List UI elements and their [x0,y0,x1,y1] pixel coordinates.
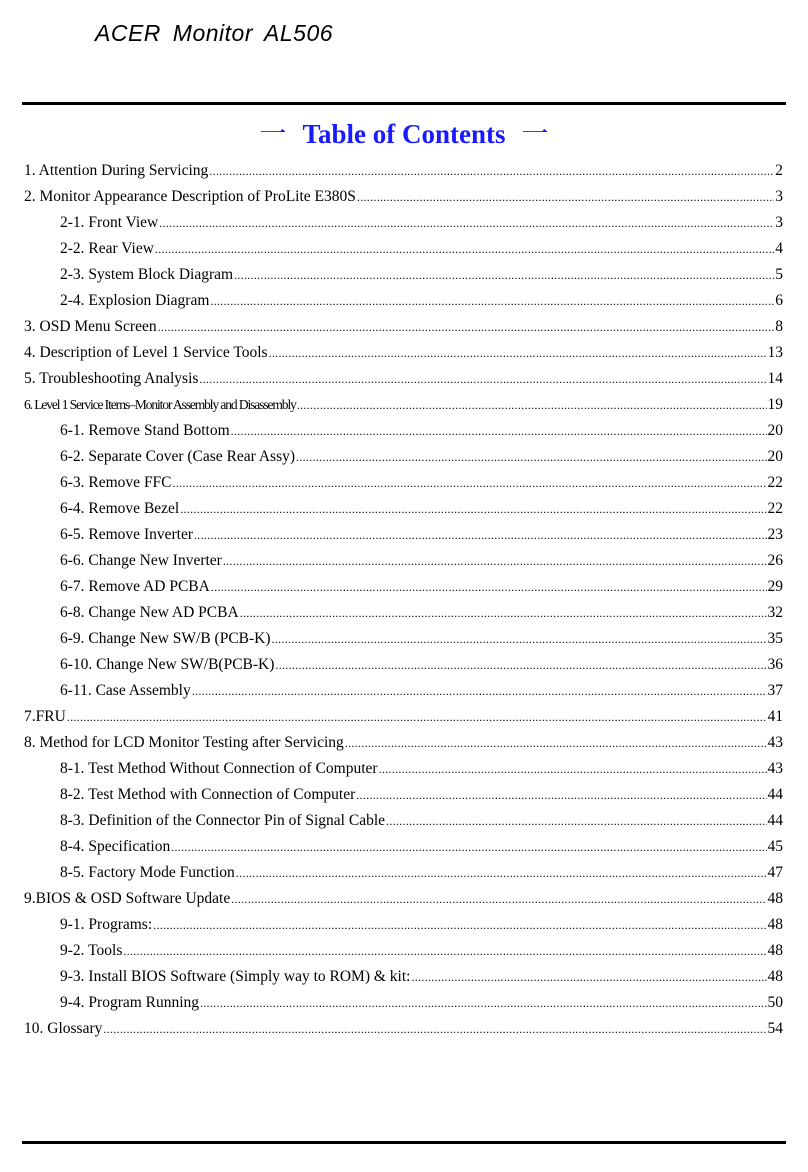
toc-entry-page: 48 [767,942,783,959]
toc-entry-leader [192,678,767,704]
toc-entry[interactable] [24,652,783,678]
toc-entry-page: 37 [767,682,783,699]
toc-entry[interactable] [24,860,783,886]
toc-entry[interactable] [24,444,783,470]
toc-entry-label: 6-6. Change New Inverter [60,552,222,569]
toc-entry-leader [234,262,774,288]
toc-entry-label: 6. Level 1 Service Items–Monitor Assembly and Disassembly [24,397,296,412]
toc-entry-label: 9.BIOS & OSD Software Update [24,890,231,907]
toc-entry-label: 6-5. Remove Inverter [60,526,193,543]
toc-entry-label: 2-2. Rear View [60,240,154,257]
toc-entry-leader [223,548,767,574]
toc-entry-label: 8-5. Factory Mode Function [60,864,235,881]
toc-entry-leader [275,652,766,678]
toc-entry-page: 36 [767,656,783,673]
toc-entry-label: 6-4. Remove Bezel [60,500,180,517]
toc-entry-label: 6-7. Remove AD PCBA [60,578,210,595]
toc-entry-label: 5. Troubleshooting Analysis [24,370,199,387]
toc-entry-page: 44 [767,786,783,803]
toc-entry-leader [240,600,767,626]
toc-entry[interactable] [24,782,783,808]
toc-entry-label: 6-1. Remove Stand Bottom [60,422,230,439]
toc-entry-label: 9-2. Tools [60,942,123,959]
toc-entry[interactable] [24,964,783,990]
toc-entry-label: 8-1. Test Method Without Connection of Computer [60,760,378,777]
toc-entry-label: 3. OSD Menu Screen [24,318,157,335]
toc-entry-leader [180,496,766,522]
toc-entry[interactable] [24,1016,783,1042]
toc-entry-leader [199,366,766,392]
toc-entry-label: 10. Glossary [24,1020,103,1037]
toc-entry[interactable] [24,496,783,522]
toc-entry[interactable] [24,158,783,184]
toc-entry-label: 6-2. Separate Cover (Case Rear Assy) [60,448,296,465]
toc-entry[interactable] [24,574,783,600]
toc-entry[interactable] [24,288,783,314]
document-header-title: ACER Monitor AL506 [95,20,334,46]
toc-entry[interactable] [24,314,783,340]
toc-entry-label: 2-3. System Block Diagram [60,266,234,283]
toc-entry[interactable] [24,210,783,236]
toc-entry-label: 9-1. Programs: [60,916,153,933]
toc-entry-label: 9-4. Program Running [60,994,200,1011]
toc-entry-label: 6-10. Change New SW/B(PCB-K) [60,656,275,673]
toc-entry-page: 26 [767,552,783,569]
toc-entry-leader [272,626,767,652]
toc-entry-leader [345,730,767,756]
toc-entry[interactable] [24,756,783,782]
toc-entry-leader [210,288,774,314]
toc-entry-page: 3 [775,188,783,205]
toc-entry-page: 3 [775,214,783,231]
toc-entry-leader [103,1016,766,1042]
toc-entry-label: 6-11. Case Assembly [60,682,191,699]
toc-entry-label: 9-3. Install BIOS Software (Simply way to ROM) & kit: [60,968,411,985]
toc-entry-page: 20 [767,422,783,439]
toc-entry-page: 14 [767,370,783,387]
toc-title-text: Table of Contents [302,119,506,149]
toc-entry[interactable] [24,470,783,496]
toc-entry-page: 5 [775,266,783,283]
header-divider [22,102,786,105]
toc-entry-page: 8 [775,318,783,335]
toc-entry-label: 8. Method for LCD Monitor Testing after Servicing [24,734,344,751]
toc-entry-leader [173,470,767,496]
toc-entry-leader [357,184,774,210]
toc-entry-leader [153,912,766,938]
toc-entry[interactable] [24,262,783,288]
toc-entry-label: 2-4. Explosion Diagram [60,292,210,309]
footer-divider [22,1141,786,1144]
toc-entry-page: 50 [767,994,783,1011]
toc-entry-leader [386,808,766,834]
toc-entry[interactable] [24,184,783,210]
toc-entry-leader [269,340,767,366]
toc-entry-page: 43 [767,734,783,751]
toc-entry-page: 29 [767,578,783,595]
toc-entry-leader [200,990,766,1016]
toc-entry-leader [211,574,767,600]
toc-entry-page: 20 [767,448,783,465]
toc-entry[interactable] [24,808,783,834]
toc-entry-page: 23 [767,526,783,543]
toc-entry-page: 22 [767,500,783,517]
toc-entry[interactable] [24,366,783,392]
toc-entry-page: 32 [767,604,783,621]
toc-entry[interactable] [24,730,783,756]
toc-entry-page: 44 [767,812,783,829]
toc-entry-label: 2-1. Front View [60,214,159,231]
heading-dash-left: 一 [259,119,287,149]
toc-entry-leader [209,158,774,184]
toc-entry-leader [158,314,775,340]
toc-entry-leader [356,782,766,808]
toc-entry-page: 13 [767,344,783,361]
toc-entry[interactable] [24,418,783,444]
toc-entry-page: 4 [775,240,783,257]
toc-entry[interactable] [24,990,783,1016]
toc-entry-leader [123,938,766,964]
toc-entry[interactable] [24,912,783,938]
toc-entry-page: 48 [767,890,783,907]
toc-entry-label: 8-3. Definition of the Connector Pin of Signal Cable [60,812,386,829]
toc-entry-label: 7.FRU [24,708,66,725]
toc-entry[interactable] [24,938,783,964]
toc-entry-leader [171,834,766,860]
toc-entry-page: 48 [767,916,783,933]
toc-entry-page: 43 [767,760,783,777]
toc-entry[interactable] [24,834,783,860]
toc-entry-leader [231,418,767,444]
toc-entry-label: 6-8. Change New AD PCBA [60,604,239,621]
toc-entry[interactable] [24,678,783,704]
toc-entry[interactable] [24,548,783,574]
toc-entry[interactable] [24,600,783,626]
toc-entry-leader [155,236,774,262]
toc-entry-label: 8-2. Test Method with Connection of Computer [60,786,356,803]
toc-entry-page: 22 [767,474,783,491]
toc-entry[interactable] [24,236,783,262]
toc-entry-page: 2 [775,162,783,179]
toc-entry[interactable] [24,886,783,912]
toc-entry-page: 41 [767,708,783,725]
toc-entry-label: 1. Attention During Servicing [24,162,209,179]
toc-entry[interactable] [24,626,783,652]
toc-entry-page: 19 [767,396,783,413]
toc-heading [0,112,808,151]
toc-entry[interactable] [24,704,783,730]
toc-entry-leader [411,964,766,990]
toc-entry-leader [379,756,767,782]
toc-entry-page: 48 [767,968,783,985]
toc-entry-leader [194,522,767,548]
toc-entry-page: 45 [767,838,783,855]
toc-entry-page: 54 [767,1020,783,1037]
toc-entry[interactable] [24,522,783,548]
toc-entry-label: 6-9. Change New SW/B (PCB-K) [60,630,271,647]
toc-entry-page: 6 [775,292,783,309]
toc-entry-label: 4. Description of Level 1 Service Tools [24,344,268,361]
toc-entry-label: 6-3. Remove FFC [60,474,172,491]
toc-entry-label: 8-4. Specification [60,838,171,855]
toc-entry-leader [297,392,767,418]
toc-entry-page: 47 [767,864,783,881]
toc-entry-leader [159,210,774,236]
toc-entry-page: 35 [767,630,783,647]
toc-entry[interactable] [24,340,783,366]
toc-entry-leader [236,860,767,886]
toc-entry-label: 2. Monitor Appearance Description of ProLite E380S [24,188,356,205]
toc-list [24,158,783,1042]
toc-entry-leader [231,886,766,912]
toc-entry-leader [67,704,767,730]
heading-dash-right: 一 [521,119,549,149]
toc-entry[interactable] [24,392,783,418]
toc-entry-leader [296,444,766,470]
